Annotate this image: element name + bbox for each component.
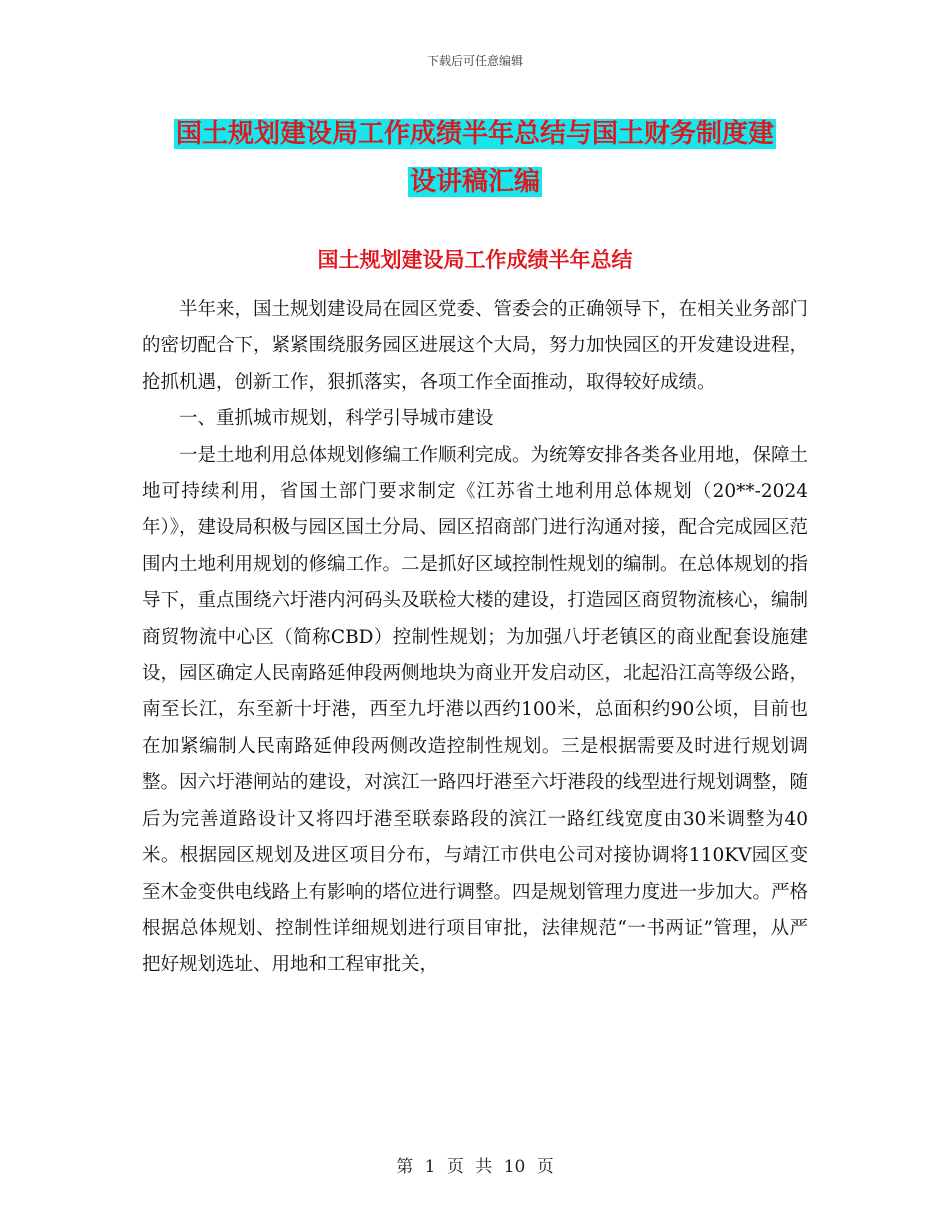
title-line-2: 设讲稿汇编 (409, 167, 540, 197)
section-title: 国土规划建设局工作成绩半年总结 (317, 247, 633, 272)
paragraph-intro: 半年来，国土规划建设局在园区党委、管委会的正确领导下，在相关业务部门的密切配合下，紧紧围绕服务园区进展这个大局，努力加快园区的开发建设进程，抢抓机遇，创新工作，狠抓落实，各项工作全面推动，取得较好成绩。 (142, 299, 809, 393)
header-note: 下载后可任意编辑 (426, 54, 523, 68)
paragraph-heading: 一、重抓城市规划，科学引导城市建设 (179, 408, 494, 430)
title-line-1: 国土规划建设局工作成绩半年总结与国土财务制度建 (175, 119, 774, 149)
page-footer: 第 1 页 共 10 页 (396, 1157, 554, 1177)
document-title (142, 110, 808, 206)
body-text (142, 292, 808, 984)
paragraph-body: 一是土地利用总体规划修编工作顺利完成。为统筹安排各类各业用地，保障土地可持续利用，省国土部门要求制定《江苏省土地利用总体规划（20**-2024年）》，建设局积极与园区国土分局、园区招商部门进行沟通对接，配合完成园区范围内土地利用规划的修编工作。二是抓好区域控制性规划的编制。在总体规划的指导下，重点围绕六圩港内河码头及联检大楼的建设，打造园区商贸物流核心，编制商贸物流中心区（简称CBD）控制性规划；为加强八圩老镇区的商业配套设施建设，园区确定人民南路延伸段两侧地块为商业开发启动区，北起沿江高等级公路，南至长江，东至新十圩港，西至九圩港以西约100米，总面积约90公顷，目前也在加紧编制人民南路延伸段两侧改造控制性规划。三是根据需要及时进行规划调整。因六圩港闸站的建设，对滨江一路四圩港至六圩港段的线型进行规划调整，随后为完善道路设计又将四圩港至联泰路段的滨江一路红线宽度由30米调整为40米。根据园区规划及进区项目分布，与靖江市供电公司对接协调将110KV园区变至木金变供电线路上有影响的塔位进行调整。四是规划管理力度进一步加大。严格根据总体规划、控制性详细规划进行项目审批，法律规范“一书两证”管理，从严把好规划选址、用地和工程审批关， (142, 444, 809, 976)
